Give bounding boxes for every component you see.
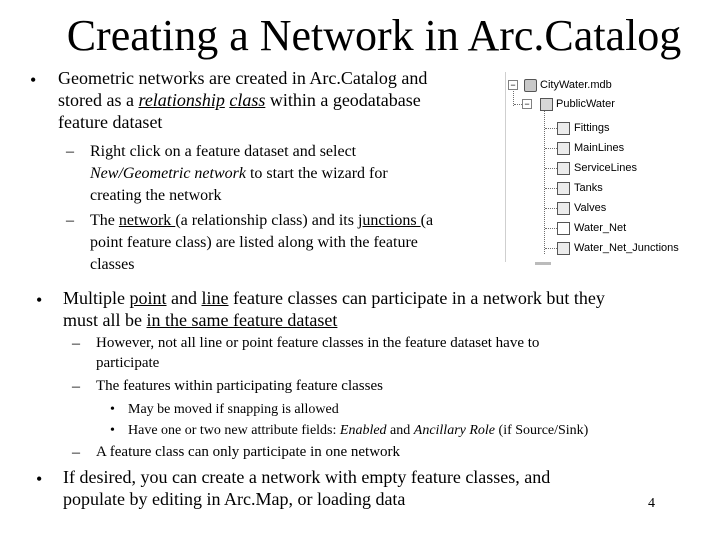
bullet-marker: • bbox=[110, 423, 115, 438]
tree-item-fittings[interactable]: Fittings bbox=[574, 122, 610, 134]
bullet-marker: • bbox=[30, 70, 37, 90]
same-dataset-term: in the same feature dataset bbox=[146, 310, 338, 330]
sub-sub-bullet-2 bbox=[128, 421, 588, 441]
tree-item-mainlines[interactable]: MainLines bbox=[574, 142, 625, 154]
tree-item-water-net[interactable]: Water_Net bbox=[574, 222, 627, 234]
relationship-term: relationship bbox=[138, 90, 225, 110]
collapse-icon[interactable]: − bbox=[508, 80, 518, 90]
text: and bbox=[166, 288, 202, 308]
tree-scrollbar[interactable] bbox=[535, 262, 551, 265]
database-icon bbox=[524, 79, 537, 92]
sub-sub-bullet-1 bbox=[128, 400, 339, 420]
feature-dataset-icon bbox=[540, 98, 553, 111]
page-title: Creating a Network in Arc.Catalog bbox=[66, 11, 682, 60]
point-feature-class-icon bbox=[557, 122, 570, 135]
bullet-1 bbox=[58, 67, 427, 133]
line-feature-class-icon bbox=[557, 162, 570, 175]
bullet-3 bbox=[63, 466, 550, 510]
text: stored as a bbox=[58, 90, 139, 110]
tree-item-valves[interactable]: Valves bbox=[574, 202, 607, 214]
text: Right click on a feature dataset and select bbox=[90, 143, 357, 160]
text: feature dataset bbox=[58, 112, 163, 132]
text: The features within participating feature classes bbox=[96, 378, 383, 394]
text: (a bbox=[420, 212, 434, 229]
bullet-1-line-2 bbox=[58, 89, 427, 111]
menu-path: New/Geometric network bbox=[90, 165, 246, 182]
text: Have one or two new attribute fields: bbox=[128, 423, 340, 438]
page-number: 4 bbox=[648, 496, 655, 511]
text: within a geodatabase bbox=[265, 90, 421, 110]
text: must all be bbox=[63, 310, 147, 330]
tree-connector bbox=[545, 248, 557, 249]
class-term: class bbox=[229, 90, 266, 110]
text: Geometric networks are created in Arc.Catalog and bbox=[58, 68, 428, 88]
tree-item-tanks[interactable]: Tanks bbox=[574, 182, 603, 194]
line-feature-class-icon bbox=[557, 142, 570, 155]
tree-item-servicelines[interactable]: ServiceLines bbox=[574, 162, 637, 174]
point-feature-class-icon bbox=[557, 202, 570, 215]
bullet-1-line-3 bbox=[58, 111, 427, 133]
junction-feature-class-icon bbox=[557, 242, 570, 255]
text: to start the wizard for bbox=[245, 165, 388, 182]
sub-bullet-1 bbox=[90, 141, 388, 207]
dash-marker: – bbox=[72, 335, 80, 352]
tree-connector bbox=[514, 104, 522, 105]
text: Multiple bbox=[63, 288, 130, 308]
text: If desired, you can create a network with empty feature classes, and bbox=[63, 467, 551, 487]
text: (if Source/Sink) bbox=[495, 423, 589, 438]
tree-item-water-net-junctions[interactable]: Water_Net_Junctions bbox=[574, 242, 679, 254]
collapse-icon[interactable]: − bbox=[522, 99, 532, 109]
text: May be moved if snapping is allowed bbox=[128, 402, 339, 417]
text: populate by editing in Arc.Map, or loading data bbox=[63, 489, 406, 509]
dash-marker: – bbox=[72, 444, 80, 461]
network-icon bbox=[557, 222, 570, 235]
junctions-term: junctions bbox=[357, 212, 421, 229]
sub-bullet-3 bbox=[96, 333, 539, 373]
field-enabled: Enabled bbox=[339, 423, 387, 438]
bullet-marker: • bbox=[110, 402, 115, 417]
tree-item-dataset[interactable]: PublicWater bbox=[556, 98, 615, 110]
point-feature-class-icon bbox=[557, 182, 570, 195]
tree-connector bbox=[545, 208, 557, 209]
text: The bbox=[90, 212, 119, 229]
catalog-tree bbox=[505, 72, 679, 266]
line-term: line bbox=[201, 288, 229, 308]
tree-connector bbox=[545, 168, 557, 169]
point-term: point bbox=[129, 288, 167, 308]
bullet-2 bbox=[63, 287, 605, 331]
network-term: network bbox=[118, 212, 176, 229]
tree-border bbox=[505, 72, 507, 262]
text: creating the network bbox=[90, 187, 222, 204]
field-ancillary-role: Ancillary Role bbox=[413, 423, 496, 438]
tree-connector bbox=[545, 188, 557, 189]
text: point feature class) are listed along with the feature bbox=[90, 234, 418, 251]
dash-marker: – bbox=[66, 212, 74, 229]
bullet-1-line-1 bbox=[58, 67, 427, 89]
bullet-marker: • bbox=[36, 290, 43, 310]
tree-connector bbox=[545, 148, 557, 149]
text: (a relationship class) and its bbox=[175, 212, 358, 229]
bullet-marker: • bbox=[36, 469, 43, 489]
tree-connector bbox=[545, 228, 557, 229]
text: feature classes can participate in a network but they bbox=[228, 288, 605, 308]
text: However, not all line or point feature classes in the feature dataset have to bbox=[96, 335, 540, 351]
tree-item-database[interactable]: CityWater.mdb bbox=[540, 79, 612, 91]
text: classes bbox=[90, 256, 135, 273]
text: participate bbox=[96, 355, 160, 371]
tree-connector bbox=[544, 102, 545, 254]
text: A feature class can only participate in one network bbox=[96, 444, 401, 460]
sub-bullet-4 bbox=[96, 376, 383, 396]
sub-bullet-2 bbox=[90, 210, 433, 276]
dash-marker: – bbox=[66, 143, 74, 160]
text: and bbox=[386, 423, 414, 438]
tree-connector bbox=[545, 128, 557, 129]
sub-bullet-5 bbox=[96, 442, 400, 462]
dash-marker: – bbox=[72, 378, 80, 395]
